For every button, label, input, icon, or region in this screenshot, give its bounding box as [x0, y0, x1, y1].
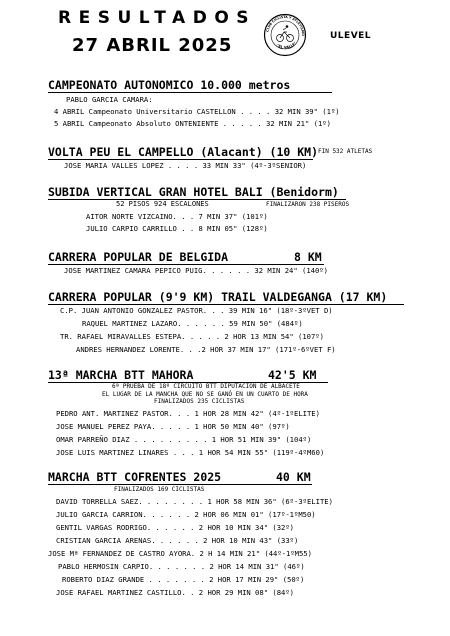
result-row: PEDRO ANT. MARTINEZ PASTOR. . . 1 HOR 28 MIN 42" (4º-1ºELITE)	[56, 409, 320, 418]
finishers-note: FINALIZARON 238 PISEROS	[266, 201, 350, 208]
result-row: RAQUEL MARTINEZ LAZARO. . . . . . 59 MIN 50" (484º)	[82, 319, 303, 328]
result-row: ROBERTO DIAZ GRANDE . . . . . . . 2 HOR 17 MIN 29" (50º)	[62, 575, 305, 584]
section-title-campeonato: CAMPEONATO AUTONOMICO 10.000 metros	[48, 78, 291, 92]
finishers-note: FINALIZADOS 169 CICLISTAS	[114, 486, 205, 493]
section-title-valdeganga: CARRERA POPULAR (9'9 KM) TRAIL VALDEGANGA (17 KM)	[48, 290, 388, 304]
svg-text:CLUB CICLISTA Y ATLETISMO: CLUB CICLISTA Y ATLETISMO	[265, 14, 306, 36]
result-row: JULIO CARPIO CARRILLO . . 8 MIN 05" (128º)	[86, 224, 268, 233]
result-row: 4 ABRIL Campeonato Universitario CASTELLON . . . . 32 MIN 39" (1º)	[54, 107, 340, 116]
section-distance: 40 KM	[276, 470, 311, 484]
result-row: TR. RAFAEL MIRAVALLES ESTEPA. . . . . 2 HOR 13 MIN 54" (107º)	[60, 332, 324, 341]
result-row: ANDRES HERNANDEZ LORENTE. . .2 HOR 37 MIN 17" (171º-6ºVET F)	[76, 345, 336, 354]
result-row: JOSE MARTINEZ CAMARA PEPICO PUIG. . . . . . 32 MIN 24" (140º)	[64, 266, 328, 275]
event-subtitle: 52 PISOS 924 ESCALONES	[116, 200, 209, 208]
result-row: DAVID TORRELLA SAEZ. . . . . . . . 1 HOR 58 MIN 36" (6º-3ºELITE)	[56, 497, 333, 506]
brand-text: ULEVEL	[330, 31, 372, 41]
result-row: JULIO GARCIA CARRION. . . . . . 2 HOR 06 MIN 01" (17º-1ºM50)	[56, 510, 316, 519]
club-logo	[263, 13, 307, 57]
result-row: JOSE MANUEL PEREZ PAYA. . . . . 1 HOR 50 MIN 40" (97º)	[56, 422, 290, 431]
result-row: C.P. JUAN ANTONIO GONZALEZ PASTOR. . . 39 MIN 16" (18º-3ºVET D)	[60, 306, 333, 315]
section-underline	[48, 92, 332, 93]
section-underline	[48, 304, 404, 305]
result-row: JOSE RAFAEL MARTINEZ CASTILLO. . 2 HOR 29 MIN 08" (84º)	[56, 588, 294, 597]
section-title-cofrentes: MARCHA BTT COFRENTES 2025	[48, 470, 222, 484]
section-title-subida-vertical: SUBIDA VERTICAL GRAN HOTEL BALI (Benidorm)	[48, 185, 339, 199]
svg-text:"EL VALLE": "EL VALLE"	[275, 41, 298, 50]
athlete-name: PABLO GARCIA CAMARA:	[66, 95, 153, 104]
event-note: EL LUGAR DE LA MANCHA QUE NO SE GANÓ EN UN CUARTO DE HORA	[102, 391, 308, 398]
result-row: CRISTIAN GARCIA ARENAS. . . . . . 2 HOR 10 MIN 43" (33º)	[56, 536, 299, 545]
result-row: GENTIL VARGAS RODRIGO. . . . . . 2 HOR 10 MIN 34" (32º)	[56, 523, 294, 532]
result-row: JOSE MARIA VALLES LOPEZ . . . . 33 MIN 33" (4º-3ºSENIOR)	[64, 161, 307, 170]
section-title-volta-peu: VOLTA PEU EL CAMPELLO (Alacant) (10 KM)	[48, 145, 319, 159]
section-underline	[48, 484, 312, 485]
finishers-note: FINALIZADOS 235 CICLISTAS	[154, 398, 245, 405]
section-title-mahora: 13ª MARCHA BTT MAHORA	[48, 368, 194, 382]
result-row: AITOR NORTE VIZCAINO. . . 7 MIN 37" (101º)	[86, 212, 268, 221]
event-note: 6ª PRUEBA DE 18º CIRCUITO BTT DIPUTACION DE ALBACETE	[112, 383, 300, 390]
result-row: OMAR PARREÑO DIAZ . . . . . . . . . 1 HOR 51 MIN 39" (104º)	[56, 435, 312, 444]
result-row: 5 ABRIL Campeonato Absoluto ONTENIENTE . . . . . 32 MIN 21" (1º)	[54, 119, 331, 128]
section-title-belgida: CARRERA POPULAR DE BELGIDA	[48, 250, 229, 264]
section-underline	[48, 264, 324, 265]
section-underline	[48, 159, 313, 160]
finishers-note: FIN 532 ATLETAS	[318, 148, 373, 155]
result-row: JOSE LUIS MARTINEZ LINARES . . . 1 HOR 54 MIN 55" (119º-4ºM60)	[56, 448, 325, 457]
page-title: RESULTADOS	[58, 8, 257, 28]
result-row: PABLO HERMOSIN CARPIO. . . . . . . 2 HOR 14 MIN 31" (46º)	[58, 562, 305, 571]
section-distance: 42'5 KM	[268, 368, 317, 382]
result-row: JOSE Mª FERNANDEZ DE CASTRO AYORA. 2 H 14 MIN 21" (44º-1ºM55)	[48, 549, 312, 558]
event-date: 27 ABRIL 2025	[72, 35, 233, 56]
section-distance: 8 KM	[294, 250, 322, 264]
